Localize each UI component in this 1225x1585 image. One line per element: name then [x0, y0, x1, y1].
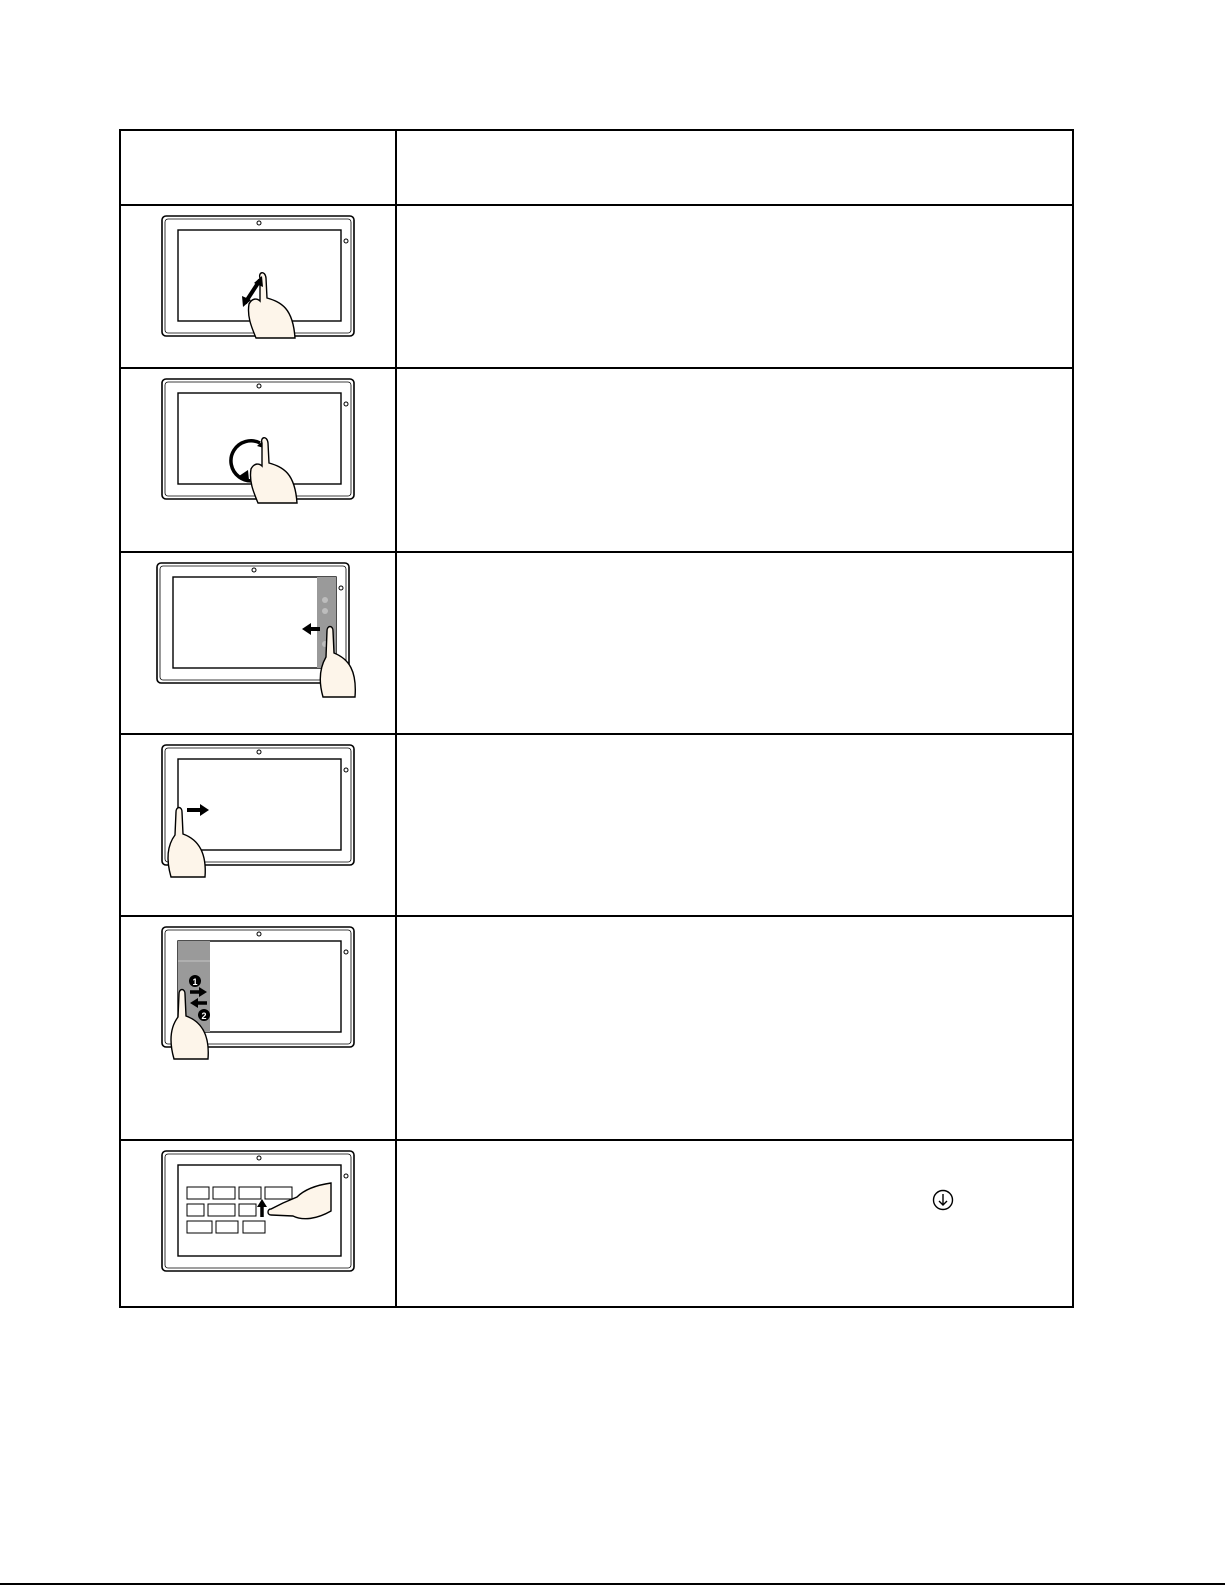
gesture-description-cell [396, 205, 1073, 368]
gesture-description-cell [396, 552, 1073, 734]
swipe-in-from-right-edge-icon [121, 553, 395, 731]
gesture-image-cell [120, 1140, 396, 1307]
gesture-description-cell [396, 1140, 1073, 1307]
swipe-in-from-left-edge-icon [121, 735, 395, 913]
table-row [120, 734, 1073, 916]
table-row [120, 368, 1073, 552]
gesture-image-cell [120, 734, 396, 916]
rotate-gesture-icon [121, 369, 395, 549]
svg-text:1: 1 [192, 977, 198, 987]
pinch-zoom-gesture-icon [121, 206, 395, 366]
gesture-image-cell [120, 205, 396, 368]
gesture-description-cell [396, 734, 1073, 916]
table-row [120, 205, 1073, 368]
swipe-in-and-out-left-edge-icon [121, 917, 395, 1137]
table-row [120, 916, 1073, 1140]
gesture-image-cell [120, 552, 396, 734]
swipe-up-apps-icon [121, 1141, 395, 1305]
table-row [120, 552, 1073, 734]
table-header-row [120, 130, 1073, 205]
svg-text:2: 2 [201, 1011, 207, 1021]
gesture-image-cell [120, 916, 396, 1140]
gesture-description-cell [396, 368, 1073, 552]
table-row [120, 1140, 1073, 1307]
gesture-table [119, 129, 1074, 1308]
header-gesture-cell [120, 130, 396, 205]
down-arrow-circle-icon [932, 1189, 954, 1211]
gesture-description-cell [396, 916, 1073, 1140]
header-description-cell [396, 130, 1073, 205]
gesture-image-cell [120, 368, 396, 552]
